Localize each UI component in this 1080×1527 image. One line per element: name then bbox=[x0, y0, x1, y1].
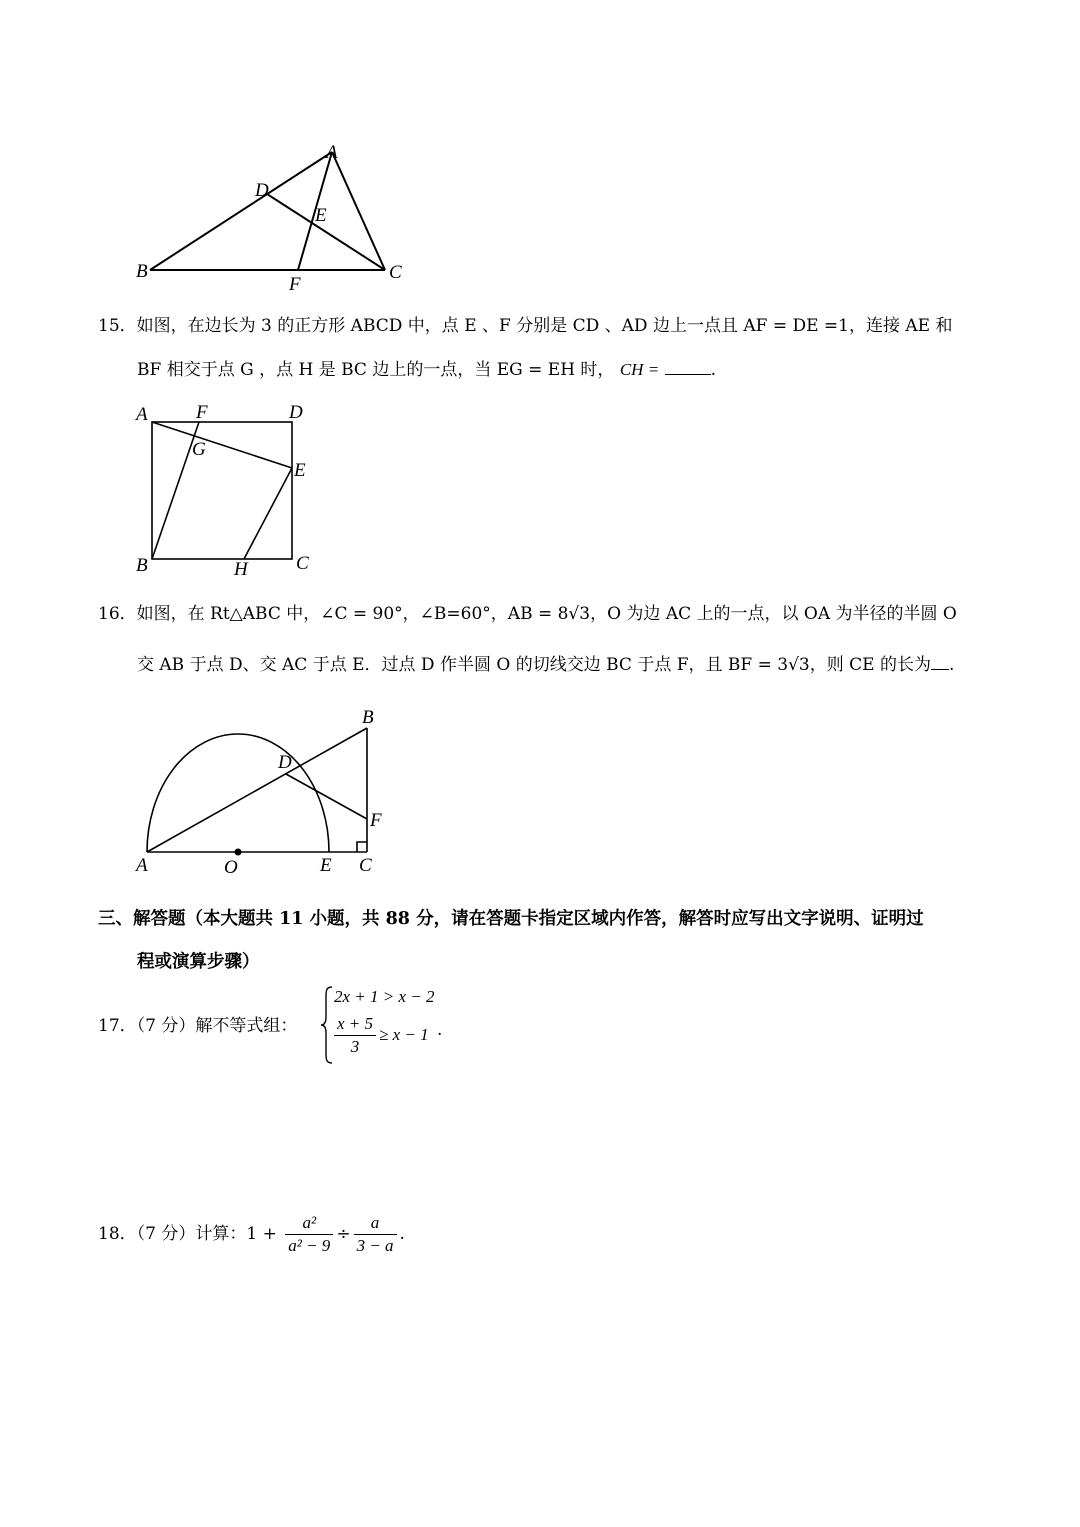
fraction-1-denominator: a² − 9 bbox=[288, 1236, 331, 1255]
left-brace-icon bbox=[320, 985, 334, 1065]
label-o: O bbox=[224, 857, 238, 878]
fraction-1-numerator: a² bbox=[285, 1212, 333, 1235]
segment-ab bbox=[147, 728, 367, 852]
label-a: A bbox=[326, 142, 338, 163]
label-c: C bbox=[359, 855, 372, 876]
q16-text-1: 如图，在 Rt△ABC 中，∠C = 90°，∠B=60°，AB = 8√3，O 为边 AC 上的一点，以 OA 为半径的半圆 O bbox=[136, 604, 957, 624]
fraction-a-over-3-minus-a bbox=[354, 1212, 397, 1257]
label-d: D bbox=[278, 752, 292, 773]
q16-answer-blank[interactable] bbox=[931, 669, 949, 670]
square-abcd bbox=[152, 422, 292, 559]
q17-prefix: 17．（7 分）解不等式组： bbox=[98, 1016, 298, 1036]
inequality-2 bbox=[334, 1013, 429, 1058]
q16-line2 bbox=[137, 653, 1037, 677]
label-b: B bbox=[136, 555, 148, 576]
fraction-2-numerator: a bbox=[354, 1212, 397, 1235]
figure-triangle-14 bbox=[130, 138, 420, 298]
section-3-title-cont: 程或演算步骤） bbox=[137, 952, 260, 972]
label-h: H bbox=[234, 559, 248, 580]
fraction-a2-over-a2-minus-9 bbox=[285, 1212, 333, 1257]
q15-text-2: BF 相交于点 G ，点 H 是 BC 边上的一点，当 EG = EH 时， bbox=[137, 360, 615, 380]
q16-number: 16． bbox=[98, 604, 137, 624]
segment-ba bbox=[150, 152, 332, 270]
label-a: A bbox=[136, 404, 148, 425]
fraction-denominator: 3 bbox=[350, 1037, 360, 1056]
figure-semicircle-16 bbox=[130, 702, 400, 882]
center-o bbox=[235, 849, 242, 856]
fraction-x-plus-5-over-3 bbox=[334, 1013, 376, 1058]
q17-end: . bbox=[437, 1020, 443, 1040]
section-3-title: 三、解答题（本大题共 11 小题，共 88 分，请在答题卡指定区域内作答，解答时应写出文字说明、证明过 bbox=[98, 909, 924, 929]
label-f: F bbox=[289, 274, 301, 295]
label-e: E bbox=[320, 855, 332, 876]
label-f: F bbox=[370, 810, 382, 831]
q18-lead: 1 + bbox=[246, 1224, 277, 1244]
q15-end: . bbox=[710, 360, 716, 380]
label-e: E bbox=[315, 205, 327, 226]
division-operator: ÷ bbox=[336, 1224, 351, 1244]
inequality-2-rhs: ≥ x − 1 bbox=[379, 1025, 429, 1044]
semicircle-o bbox=[147, 734, 329, 852]
q16-end: . bbox=[948, 655, 955, 675]
q15-number: 15． bbox=[98, 316, 137, 336]
q18-end: . bbox=[399, 1224, 405, 1244]
label-c: C bbox=[389, 262, 402, 283]
q15-line2 bbox=[137, 358, 1037, 382]
label-a: A bbox=[136, 855, 148, 876]
label-e: E bbox=[294, 460, 306, 481]
q18-prefix: 18．（7 分）计算： bbox=[98, 1224, 247, 1244]
right-angle-mark bbox=[357, 842, 367, 852]
q15-answer-blank[interactable] bbox=[665, 374, 711, 375]
q16-line1 bbox=[98, 602, 998, 626]
segment-ae bbox=[152, 422, 292, 468]
segment-eh bbox=[244, 468, 292, 559]
label-d: D bbox=[255, 180, 269, 201]
label-b: B bbox=[362, 707, 374, 728]
label-g: G bbox=[192, 439, 206, 460]
fraction-2-denominator: 3 − a bbox=[356, 1236, 394, 1255]
q15-line1 bbox=[98, 314, 998, 338]
label-f: F bbox=[196, 402, 208, 423]
q16-text-2: 交 AB 于点 D、交 AC 于点 E．过点 D 作半圆 O 的切线交边 BC 于点 F，且 BF = 3√3，则 CE 的长为 bbox=[137, 655, 931, 675]
label-c: C bbox=[296, 553, 309, 574]
segment-df bbox=[286, 774, 367, 819]
q18-line bbox=[98, 1206, 405, 1262]
label-b: B bbox=[136, 261, 148, 282]
inequality-1: 2x + 1 > x − 2 bbox=[334, 987, 435, 1006]
q15-answer-label: CH = bbox=[619, 360, 660, 379]
figure-square-15 bbox=[128, 398, 328, 580]
label-d: D bbox=[289, 402, 303, 423]
q15-text-1: 如图，在边长为 3 的正方形 ABCD 中，点 E 、F 分别是 CD 、AD 边上一点且 AF = DE =1，连接 AE 和 bbox=[136, 316, 953, 336]
fraction-numerator: x + 5 bbox=[334, 1013, 376, 1036]
